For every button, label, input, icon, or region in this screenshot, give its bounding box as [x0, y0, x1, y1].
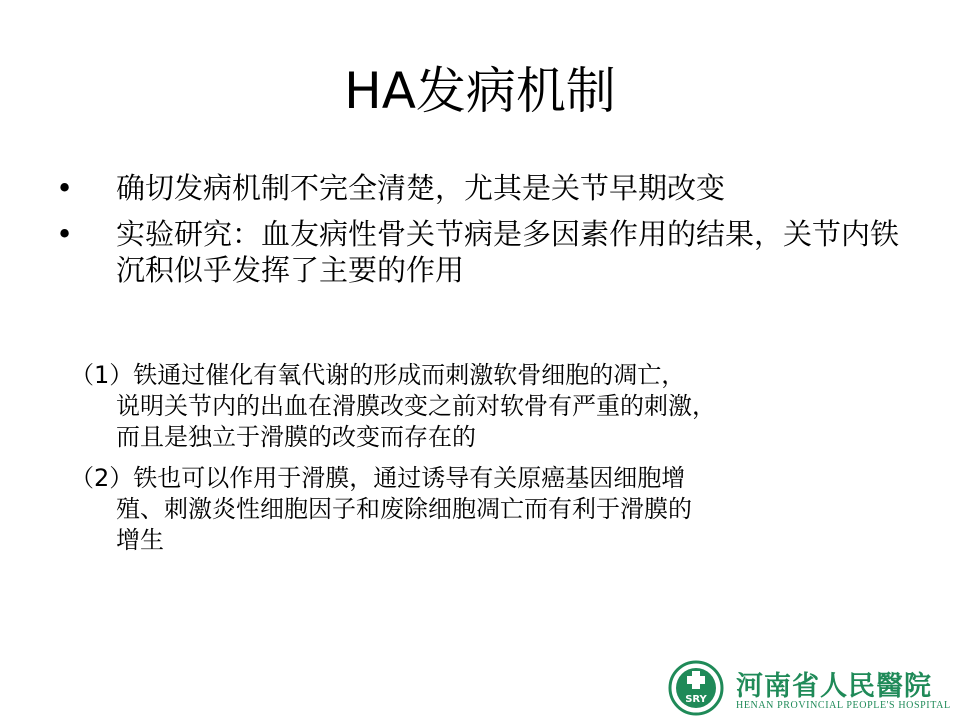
bullet-list	[56, 170, 916, 298]
paragraph-line: 殖、刺激炎性细胞因子和废除细胞凋亡而有利于滑膜的	[116, 495, 692, 523]
paragraph-line: 说明关节内的出血在滑膜改变之前对软骨有严重的刺激，	[116, 392, 716, 420]
slide-title: HA发病机制	[344, 62, 616, 120]
paragraph-2	[70, 463, 910, 556]
paragraph-line: （1）铁通过催化有氧代谢的形成而刺激软骨细胞的凋亡，	[70, 361, 686, 389]
paragraph-line: 而且是独立于滑膜的改变而存在的	[116, 423, 476, 451]
hospital-emblem-icon	[668, 660, 724, 716]
hospital-logo	[668, 660, 951, 720]
numbered-paragraphs	[70, 360, 910, 566]
bullet-item	[56, 216, 916, 288]
bullet-text: 确切发病机制不完全清楚，尤其是关节早期改变	[116, 171, 726, 205]
hospital-name-en: HENAN PROVINCIAL PEOPLE'S HOSPITAL	[736, 700, 951, 711]
paragraph-1	[70, 360, 910, 453]
paragraph-line: 增生	[116, 526, 164, 554]
paragraph-line: （2）铁也可以作用于滑膜，通过诱导有关原癌基因细胞增	[70, 464, 686, 492]
emblem-text: SRY	[685, 694, 707, 705]
bullet-text: 实验研究：血友病性骨关节病是多因素作用的结果，关节内铁沉积似乎发挥了主要的作用	[116, 217, 900, 287]
bullet-marker: •	[56, 217, 74, 251]
hospital-name-cn: 河南省人民醫院	[736, 671, 932, 702]
bullet-marker: •	[56, 171, 74, 205]
bullet-item	[56, 170, 916, 206]
